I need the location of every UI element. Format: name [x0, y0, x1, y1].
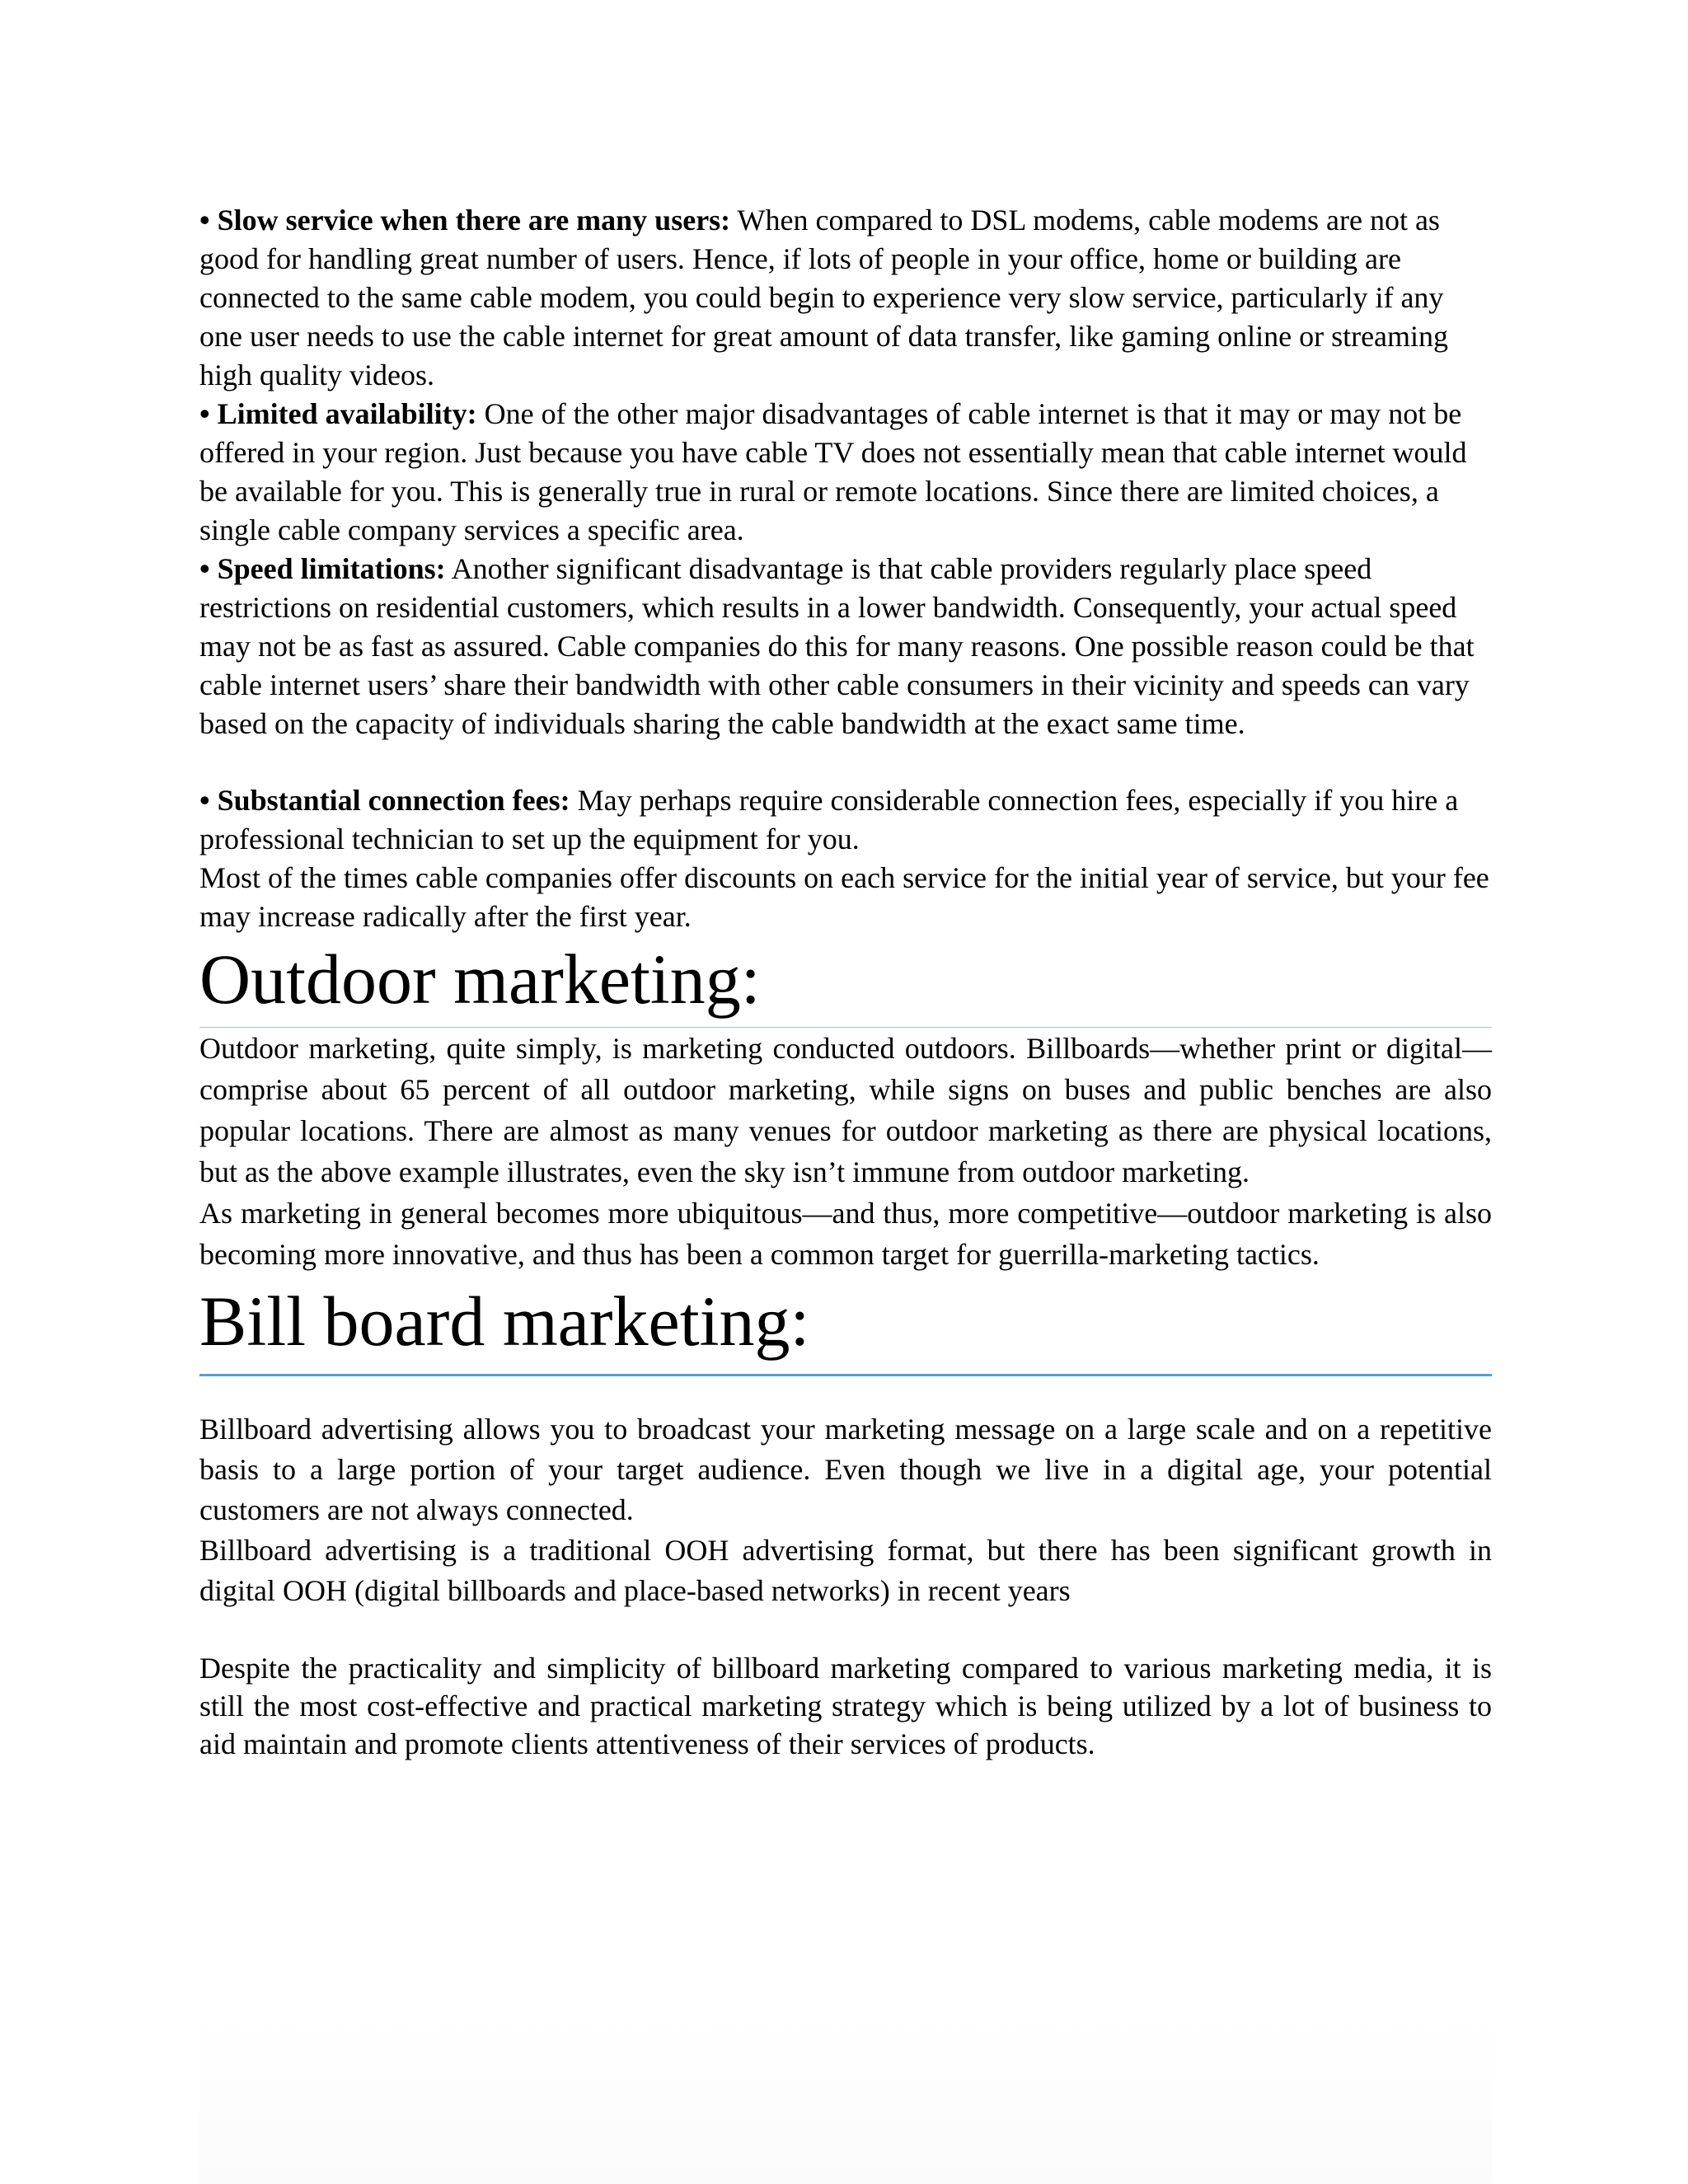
connection-fees-label: • Substantial connection fees:	[199, 784, 570, 817]
discounts-paragraph: Most of the times cable companies offer discounts on each service for the initial year of service, but your fee may increase radically after the first year.	[199, 861, 1489, 933]
speed-limitations-paragraph	[199, 550, 1492, 743]
outdoor-paragraph-1: Outdoor marketing, quite simply, is marketing conducted outdoors. Billboards—whether print or digital—comprise about 65 percent of all outdoor marketing, while signs on buses and public benches are also popular locations. There are almost as many venues for outdoor marketing as there are physical locations, but as the above example illustrates, even the sky isn’t immune from outdoor marketing.	[199, 1032, 1492, 1188]
limited-availability-paragraph	[199, 395, 1492, 550]
billboard-paragraph-2: Billboard advertising is a traditional OOH advertising format, but there has been significant growth in digital OOH (digital billboards and place-based networks) in recent years	[199, 1534, 1492, 1607]
slow-service-paragraph	[199, 201, 1492, 395]
paragraph-gap	[199, 1611, 1492, 1649]
speed-limitations-text: Another significant disadvantage is that cable providers regularly place speed restrictions on residential customers, which results in a lower bandwidth. Consequently, your actual speed may not be as fast as assured. Cable companies do this for many reasons. One possible reason could be that cable internet users’ share their bandwidth with other cable consumers in their vicinity and speeds can vary based on the capacity of individuals sharing the cable bandwidth at the exact same time.	[199, 552, 1475, 740]
outdoor-paragraph-2: As marketing in general becomes more ubiquitous—and thus, more competitive—outdoor marketing is also becoming more innovative, and thus has been a common target for guerrilla-marketing tactics.	[199, 1197, 1492, 1271]
speed-limitations-label: • Speed limitations:	[199, 552, 446, 585]
outdoor-marketing-heading: Outdoor marketing:	[199, 940, 761, 1019]
document-page	[199, 201, 1492, 1763]
billboard-marketing-body	[199, 1409, 1492, 1763]
limited-availability-text: One of the other major disadvantages of cable internet is that it may or may not be offered in your region. Just because you have cable TV does not essentially mean that cable internet would be available for you. This is generally true in rural or remote locations. Since there are limited choices, a single cable company services a specific area.	[199, 397, 1467, 546]
billboard-paragraph-3: Despite the practicality and simplicity of billboard marketing compared to various marketing media, it is still the most cost-effective and practical marketing strategy which is being utilized by a lot of business to aid maintain and promote clients attentiveness of their services of products.	[199, 1652, 1492, 1760]
paragraph-gap	[199, 743, 1492, 781]
billboard-marketing-heading: Bill board marketing:	[199, 1280, 1492, 1376]
slow-service-text: When compared to DSL modems, cable modems are not as good for handling great number of users. Hence, if lots of people in your office, home or building are connected to the same cable modem, you could begin to experience very slow service, particularly if any one user needs to use the cable internet for great amount of data transfer, like gaming online or streaming high quality videos.	[199, 204, 1449, 391]
slow-service-label: • Slow service when there are many users:	[199, 204, 731, 237]
outdoor-marketing-body	[199, 1027, 1492, 1275]
limited-availability-label: • Limited availability:	[199, 397, 477, 430]
billboard-paragraph-1: Billboard advertising allows you to broadcast your marketing message on a large scale and on a repetitive basis to a large portion of your target audience. Even though we live in a digital age, your potential customers are not always connected.	[199, 1413, 1492, 1526]
page-bottom-shade	[199, 2011, 1492, 2184]
connection-fees-text: May perhaps require considerable connection fees, especially if you hire a professional technician to set up the equipment for you.	[199, 784, 1459, 855]
connection-fees-paragraph	[199, 781, 1492, 859]
